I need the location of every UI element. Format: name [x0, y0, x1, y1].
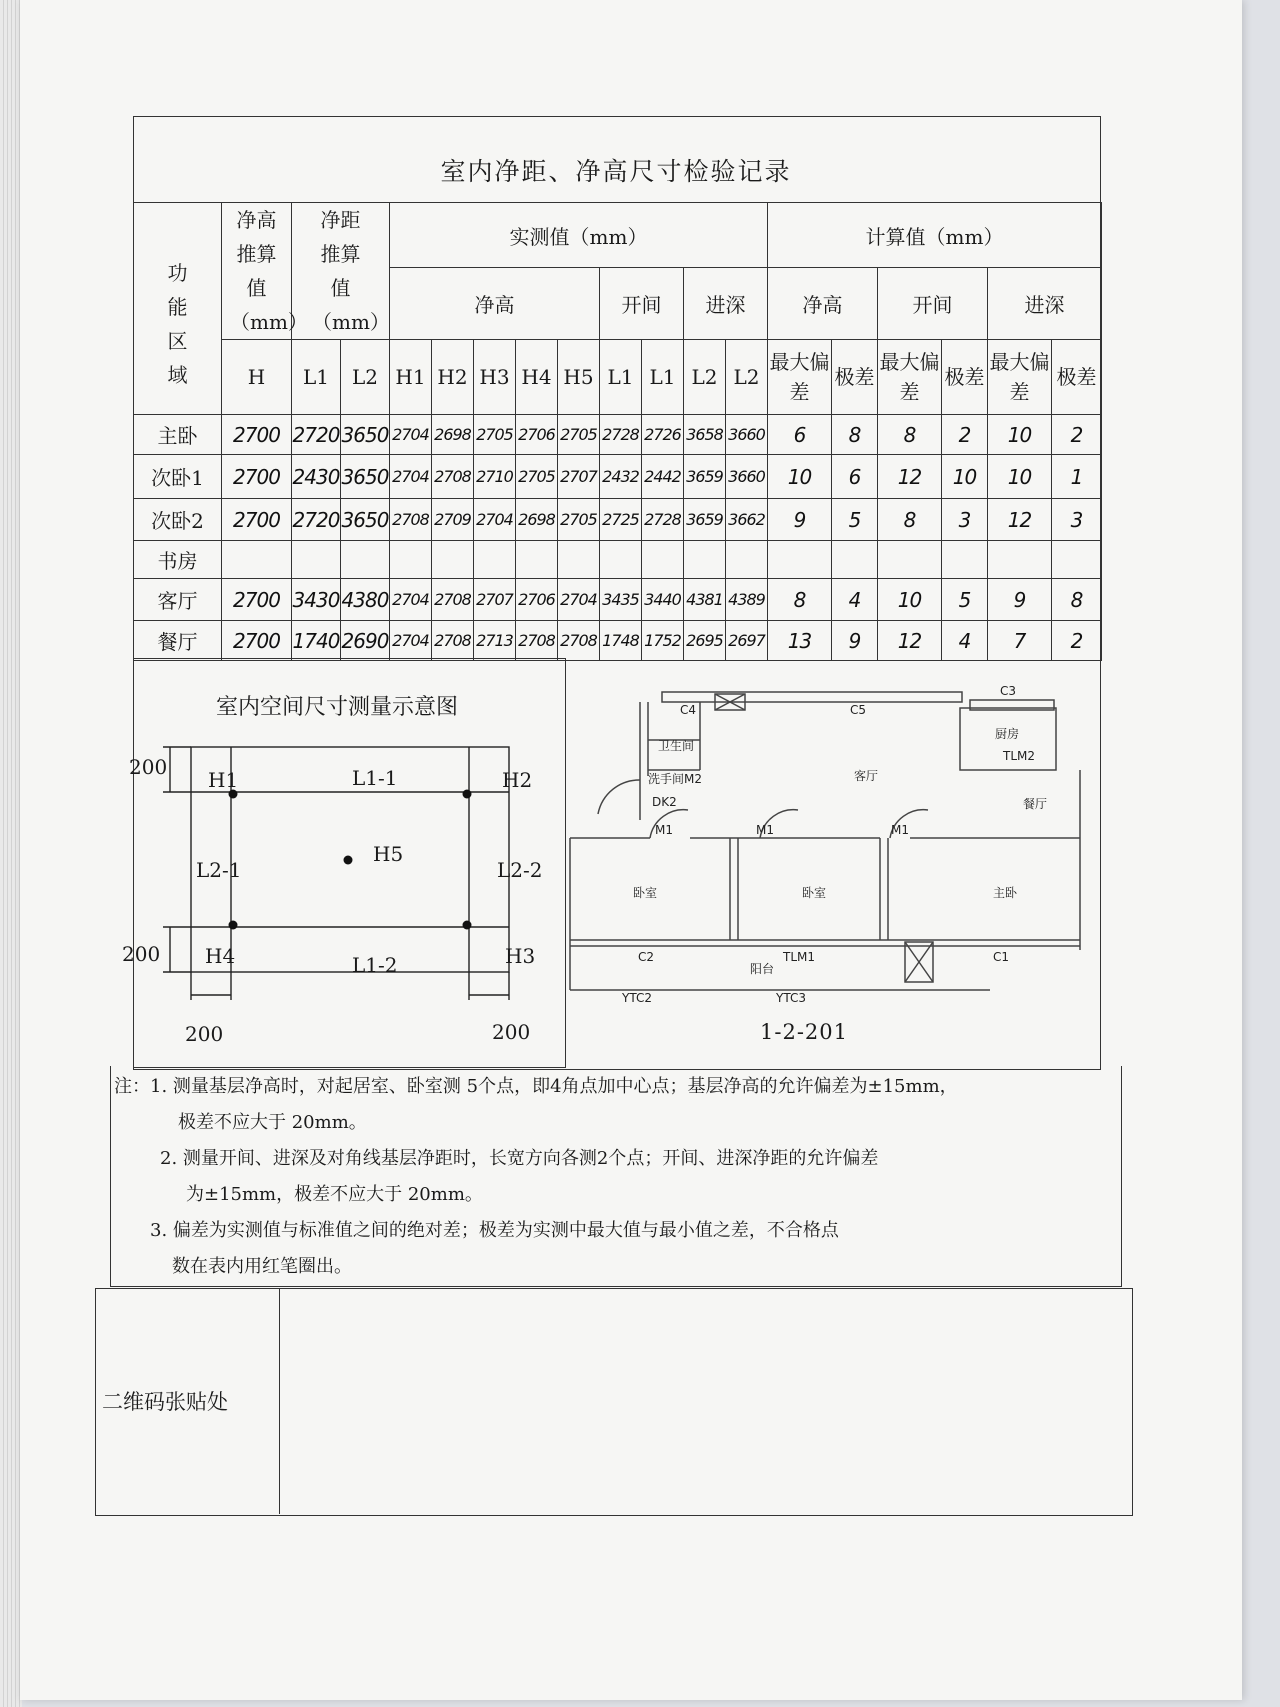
data-cell: 4389: [726, 579, 768, 621]
data-cell: 2706: [516, 579, 558, 621]
data-cell: 2697: [726, 621, 768, 661]
data-cell: 2720: [292, 499, 341, 541]
col-header-1: L1: [292, 340, 341, 415]
data-cell: 2704: [474, 499, 516, 541]
measured-header: 实测值（mm）: [390, 203, 768, 268]
table-row: [134, 455, 1102, 499]
data-cell: 2: [942, 415, 988, 455]
data-cell: [474, 541, 516, 579]
data-cell: 4: [832, 579, 878, 621]
data-cell: [684, 541, 726, 579]
data-cell: 2726: [642, 415, 684, 455]
data-cell: 10: [942, 455, 988, 499]
data-cell: 2704: [390, 579, 432, 621]
col-header-11: L2: [726, 340, 768, 415]
measurement-diagram: [115, 735, 555, 1035]
row-name: 主卧: [134, 415, 222, 455]
plan-wash: 洗手间M2: [648, 772, 702, 786]
data-cell: [600, 541, 642, 579]
data-cell: [222, 541, 292, 579]
data-cell: 3440: [642, 579, 684, 621]
plan-ytc2: YTC2: [622, 991, 652, 1005]
table-row: [134, 579, 1102, 621]
data-cell: 8: [1052, 579, 1102, 621]
data-cell: 3435: [600, 579, 642, 621]
data-cell: 10: [878, 579, 942, 621]
data-cell: 2725: [600, 499, 642, 541]
data-cell: [516, 541, 558, 579]
data-cell: 2700: [222, 455, 292, 499]
calc-jinggao-header: 净高: [768, 268, 878, 340]
paper-stack-edge: [0, 0, 22, 1707]
data-cell: 6: [832, 455, 878, 499]
label-l2-1: L2-1: [196, 858, 242, 882]
data-cell: 13: [768, 621, 832, 661]
row-name: 书房: [134, 541, 222, 579]
computed-header: 计算值（mm）: [768, 203, 1102, 268]
data-cell: 8: [768, 579, 832, 621]
data-cell: 2704: [390, 621, 432, 661]
data-cell: 3430: [292, 579, 341, 621]
measurement-table: [133, 202, 1102, 661]
data-cell: 12: [878, 455, 942, 499]
data-cell: 2432: [600, 455, 642, 499]
plan-c5: C5: [850, 703, 867, 717]
plan-c2: C2: [638, 950, 655, 964]
data-cell: 3658: [684, 415, 726, 455]
data-cell: 9: [832, 621, 878, 661]
range-header: 极差: [832, 340, 878, 415]
data-cell: 3650: [341, 499, 390, 541]
data-cell: 3650: [341, 415, 390, 455]
data-cell: 2690: [341, 621, 390, 661]
data-cell: 3: [1052, 499, 1102, 541]
data-cell: 2698: [516, 499, 558, 541]
dim-bottom-left: 200: [122, 942, 161, 966]
data-cell: [642, 541, 684, 579]
label-l1-1: L1-1: [352, 766, 398, 790]
plan-ytc3: YTC3: [776, 991, 806, 1005]
data-cell: 9: [768, 499, 832, 541]
range-header: 极差: [942, 340, 988, 415]
data-cell: 7: [988, 621, 1052, 661]
data-cell: 2442: [642, 455, 684, 499]
plan-c1: C1: [993, 950, 1010, 964]
data-cell: [726, 541, 768, 579]
col-header-8: L1: [600, 340, 642, 415]
data-cell: 5: [942, 579, 988, 621]
label-l1-2: L1-2: [352, 953, 398, 977]
data-cell: 2728: [600, 415, 642, 455]
data-cell: 2705: [558, 499, 600, 541]
data-cell: [878, 541, 942, 579]
data-cell: 1748: [600, 621, 642, 661]
data-cell: [558, 541, 600, 579]
data-cell: 9: [988, 579, 1052, 621]
note-2b: 为±15mm，极差不应大于 20mm。: [186, 1184, 483, 1205]
data-cell: 3660: [726, 415, 768, 455]
data-cell: 2705: [558, 415, 600, 455]
data-cell: 2710: [474, 455, 516, 499]
col-header-6: H4: [516, 340, 558, 415]
row-name: 次卧1: [134, 455, 222, 499]
qr-label: 二维码张贴处: [102, 1390, 228, 1414]
data-cell: 3: [942, 499, 988, 541]
data-cell: 2705: [474, 415, 516, 455]
table-row: [134, 541, 1102, 579]
data-cell: 2708: [558, 621, 600, 661]
data-cell: 2704: [390, 415, 432, 455]
col-header-10: L2: [684, 340, 726, 415]
plan-m1-b: M1: [756, 823, 774, 837]
data-cell: 4: [942, 621, 988, 661]
note-1a: 注：1. 测量基层净高时，对起居室、卧室测 5个点，即4角点加中心点；基层净高的允许偏差为±15mm，: [114, 1076, 958, 1097]
note-3a: 3. 偏差为实测值与标准值之间的绝对差；极差为实测中最大值与最小值之差，不合格点: [150, 1220, 839, 1241]
data-cell: 8: [832, 415, 878, 455]
col-header-4: H2: [432, 340, 474, 415]
data-cell: 1752: [642, 621, 684, 661]
data-cell: [942, 541, 988, 579]
plan-bath: 卫生间: [658, 739, 695, 753]
data-cell: 12: [878, 621, 942, 661]
label-h1: H1: [208, 768, 239, 792]
data-cell: 2707: [474, 579, 516, 621]
data-cell: [432, 541, 474, 579]
label-l2-2: L2-2: [497, 858, 543, 882]
row-name: 餐厅: [134, 621, 222, 661]
col-header-7: H5: [558, 340, 600, 415]
data-cell: 3659: [684, 455, 726, 499]
plan-kitchen: 厨房: [995, 727, 1020, 741]
data-cell: 2706: [516, 415, 558, 455]
data-cell: [1052, 541, 1102, 579]
col-header-5: H3: [474, 340, 516, 415]
data-cell: 2700: [222, 579, 292, 621]
label-h2: H2: [502, 768, 533, 792]
data-cell: 8: [878, 499, 942, 541]
data-cell: 4381: [684, 579, 726, 621]
dim-bottom-b: 200: [492, 1020, 531, 1044]
h-calc-header: 净高推算值（mm）: [222, 203, 292, 340]
plan-caption: 1-2-201: [760, 1020, 848, 1044]
data-cell: 2708: [432, 579, 474, 621]
data-cell: 2700: [222, 415, 292, 455]
plan-tlm1: TLM1: [783, 950, 816, 964]
data-cell: 2430: [292, 455, 341, 499]
data-cell: 10: [988, 455, 1052, 499]
data-cell: 10: [988, 415, 1052, 455]
label-h5: H5: [373, 842, 404, 866]
data-cell: [292, 541, 341, 579]
data-cell: 2708: [432, 621, 474, 661]
data-cell: 2695: [684, 621, 726, 661]
data-cell: 3662: [726, 499, 768, 541]
plan-bed-b: 卧室: [802, 886, 827, 900]
col-header-3: H1: [390, 340, 432, 415]
max-dev-header: 最大偏差: [988, 340, 1052, 415]
data-cell: 12: [988, 499, 1052, 541]
plan-c3: C3: [1000, 684, 1017, 698]
data-cell: 1: [1052, 455, 1102, 499]
plan-m1-c: M1: [891, 823, 909, 837]
calc-jinshen-header: 进深: [988, 268, 1102, 340]
jinshen-header: 进深: [684, 268, 768, 340]
note-2a: 2. 测量开间、进深及对角线基层净距时，长宽方向各测2个点；开间、进深净距的允许偏差: [160, 1148, 879, 1169]
data-cell: [390, 541, 432, 579]
data-cell: 2: [1052, 415, 1102, 455]
data-cell: [341, 541, 390, 579]
plan-c4: C4: [680, 703, 697, 717]
note-3b: 数在表内用红笔圈出。: [172, 1256, 352, 1277]
data-cell: 2705: [516, 455, 558, 499]
plan-balcony: 阳台: [750, 962, 775, 976]
column-header-row: [134, 340, 1102, 415]
data-cell: 10: [768, 455, 832, 499]
max-dev-header: 最大偏差: [768, 340, 832, 415]
data-cell: 2704: [390, 455, 432, 499]
row-name: 客厅: [134, 579, 222, 621]
data-cell: 3650: [341, 455, 390, 499]
data-cell: 2707: [558, 455, 600, 499]
diagram-title: 室内空间尺寸测量示意图: [216, 695, 459, 720]
data-cell: [832, 541, 878, 579]
col-header-0: H: [222, 340, 292, 415]
data-cell: 2: [1052, 621, 1102, 661]
calc-kaijian-header: 开间: [878, 268, 988, 340]
max-dev-header: 最大偏差: [878, 340, 942, 415]
range-header: 极差: [1052, 340, 1102, 415]
dim-top-left: 200: [129, 755, 168, 779]
table-row: [134, 499, 1102, 541]
data-cell: 2698: [432, 415, 474, 455]
data-cell: 4380: [341, 579, 390, 621]
plan-dk2: DK2: [652, 795, 677, 809]
col-header-9: L1: [642, 340, 684, 415]
table-row: [134, 621, 1102, 661]
data-cell: 2709: [432, 499, 474, 541]
plan-living: 客厅: [854, 769, 879, 783]
dim-bottom-a: 200: [185, 1022, 224, 1046]
data-cell: 2708: [390, 499, 432, 541]
data-cell: 3660: [726, 455, 768, 499]
note-1b: 极差不应大于 20mm。: [178, 1112, 367, 1133]
data-cell: 2700: [222, 499, 292, 541]
jinggao-header: 净高: [390, 268, 600, 340]
data-cell: 5: [832, 499, 878, 541]
record-title: 室内净距、净高尺寸检验记录: [440, 157, 792, 186]
data-cell: 2708: [432, 455, 474, 499]
data-cell: [768, 541, 832, 579]
data-cell: [988, 541, 1052, 579]
floor-plan: [580, 680, 1100, 1010]
table-row: [134, 415, 1102, 455]
data-cell: 3659: [684, 499, 726, 541]
label-h4: H4: [205, 944, 236, 968]
data-cell: 2720: [292, 415, 341, 455]
data-cell: 2704: [558, 579, 600, 621]
d-calc-header: 净距推算值（mm）: [292, 203, 390, 340]
kaijian-header: 开间: [600, 268, 684, 340]
col-header-2: L2: [341, 340, 390, 415]
region-header: 功能区域: [134, 203, 222, 415]
data-cell: 2728: [642, 499, 684, 541]
data-cell: 2713: [474, 621, 516, 661]
data-cell: 6: [768, 415, 832, 455]
data-cell: 1740: [292, 621, 341, 661]
row-name: 次卧2: [134, 499, 222, 541]
plan-tlm2: TLM2: [1003, 749, 1036, 763]
data-cell: 8: [878, 415, 942, 455]
plan-master: 主卧: [993, 886, 1018, 900]
plan-bed-a: 卧室: [633, 886, 658, 900]
data-cell: 2708: [516, 621, 558, 661]
data-cell: 2700: [222, 621, 292, 661]
plan-dining: 餐厅: [1023, 797, 1048, 811]
label-h3: H3: [505, 944, 536, 968]
plan-m1-a: M1: [655, 823, 673, 837]
